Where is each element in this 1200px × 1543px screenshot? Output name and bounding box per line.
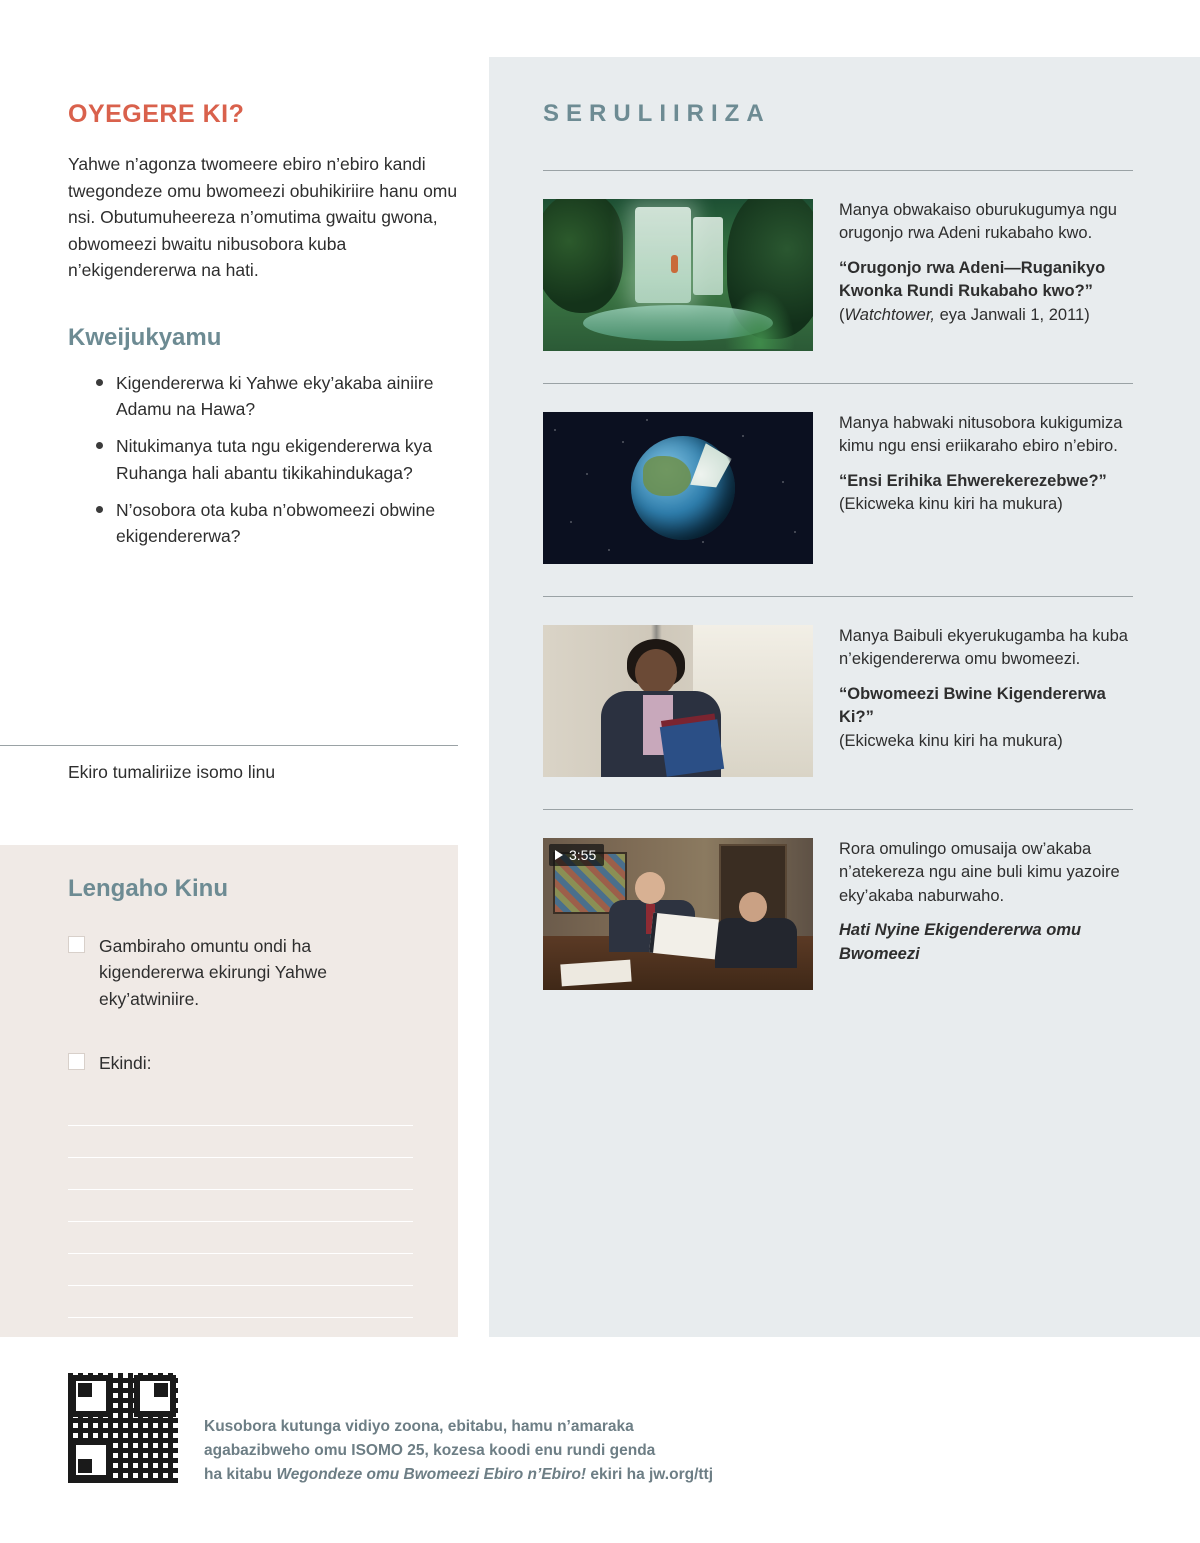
footer-line-1: Kusobora kutunga vidiyo zoona, ebitabu, hamu n’amaraka (204, 1418, 634, 1435)
open-book-shape (649, 913, 719, 960)
item-reference (839, 257, 1133, 327)
woman-with-books-thumbnail[interactable] (543, 625, 813, 777)
writing-line[interactable] (68, 1253, 413, 1254)
footer (68, 1373, 1128, 1487)
books-icon (660, 719, 724, 777)
review-section-title: Kweijukyamu (68, 323, 222, 351)
person-figure (671, 255, 678, 273)
panel-title: SERULIIRIZA (543, 100, 771, 127)
writing-line[interactable] (68, 1317, 413, 1318)
study-aid-text (839, 625, 1133, 777)
goal-item-label: Ekindi: (99, 1053, 152, 1073)
item-reference-post: eya Janwali 1, 2011) (934, 305, 1090, 324)
study-aid-text (839, 199, 1133, 351)
paradise-waterfall-thumbnail[interactable] (543, 199, 813, 351)
footer-line-2: agabazibweho omu ISOMO 25, kozesa koodi enu rundi genda (204, 1442, 656, 1460)
waterfall-shape (635, 207, 691, 303)
left-column (68, 100, 458, 560)
video-title: Hati Nyine Ekigendererwa omu Bwomeezi (839, 921, 1082, 963)
item-lead-text: Manya habwaki nitusobora kukigumiza kimu ngu ensi eriikaraho ebiro n’ebiro. (839, 414, 1123, 456)
footer-line-3-post: ekiri ha jw.org/ttj (586, 1466, 714, 1484)
page-title: OYEGERE KI? (68, 100, 245, 128)
checkbox-icon[interactable] (68, 936, 85, 953)
item-reference-title: “Orugonjo rwa Adeni—Ruganikyo Kwonka Rundi Rukabaho kwo?” (839, 258, 1106, 301)
item-reference-publication: Watchtower, (844, 305, 935, 324)
video-duration-badge[interactable] (549, 844, 604, 866)
goal-checkbox-row-2[interactable] (68, 1050, 418, 1076)
writing-line[interactable] (68, 1221, 413, 1222)
study-aid-item[interactable] (543, 384, 1133, 596)
waterfall-shape (693, 217, 723, 295)
writing-line[interactable] (68, 1125, 413, 1126)
writing-line[interactable] (68, 1189, 413, 1190)
item-lead-text: Rora omulingo omusaija ow’akaba n’atekereza ngu aine buli kimu yazoire eky’akaba naburwaho. (839, 840, 1120, 905)
goal-block (0, 845, 458, 1337)
item-reference-post: (Ekicweka kinu kiri ha mukura) (839, 731, 1063, 750)
item-reference-pre: ( (839, 305, 845, 324)
study-aids-column (543, 100, 1133, 1022)
footer-publication-title: Wegondeze omu Bwomeezi Ebiro n’Ebiro! (276, 1466, 587, 1484)
study-aid-item-video[interactable] (543, 810, 1133, 1022)
study-aid-text (839, 838, 1133, 990)
item-reference-title: “Obwomeezi Bwine Kigendererwa Ki?” (839, 684, 1106, 727)
footer-text (204, 1373, 713, 1487)
play-icon (555, 850, 563, 860)
item-reference (839, 683, 1133, 753)
item-lead-text: Manya obwakaiso oburukugumya ngu orugonjo rwa Adeni rukabaho kwo. (839, 201, 1117, 243)
footer-line-3-pre: ha kitabu (204, 1466, 277, 1484)
plant-shape (725, 289, 795, 349)
goal-item-label: Gambiraho omuntu ondi ha kigendererwa ekirungi Yahwe eky’atwiniire. (99, 936, 327, 1009)
study-aid-text (839, 412, 1133, 564)
face-shape (635, 649, 677, 695)
study-date-label: Ekiro tumaliriize isomo linu (68, 762, 276, 782)
item-reference (839, 470, 1133, 517)
left-divider (0, 745, 458, 746)
goal-checkbox-row-1[interactable] (68, 933, 418, 1012)
person-figure (635, 872, 665, 904)
study-aid-item[interactable] (543, 597, 1133, 809)
list-item: Nitukimanya tuta ngu ekigendererwa kya Ruhanga hali abantu tikikahindukaga? (96, 433, 458, 486)
writing-lines[interactable] (68, 1125, 413, 1349)
goal-title: Lengaho Kinu (68, 875, 228, 902)
review-question-list (68, 370, 458, 550)
item-reference-title: “Ensi Erihika Ehwerekerezebwe?” (839, 471, 1107, 490)
list-item: Kigendererwa ki Yahwe eky’akaba ainiire Adamu na Hawa? (96, 370, 458, 423)
writing-line[interactable] (68, 1157, 413, 1158)
person-figure (715, 918, 797, 968)
earth-in-space-thumbnail[interactable] (543, 412, 813, 564)
list-item: N’osobora ota kuba n’obwomeezi obwine ekigendererwa? (96, 497, 458, 550)
tree-icon (543, 199, 623, 313)
item-lead-text: Manya Baibuli ekyerukugamba ha kuba n’ekigendererwa omu bwomeezi. (839, 627, 1128, 669)
video-duration-label: 3:55 (569, 847, 597, 863)
study-aid-item[interactable] (543, 171, 1133, 383)
checkbox-icon[interactable] (68, 1053, 85, 1070)
footer-line-3 (204, 1463, 713, 1487)
person-figure (739, 892, 767, 922)
intro-paragraph: Yahwe n’agonza twomeere ebiro n’ebiro kandi twegondeze omu bwomeezi obuhikiriire hanu omu nsi. Obutumuheereza n’omutima gwaitu gwona, obwomeezi bwaitu nibusobora kuba n’ekigendererwa na hati. (68, 154, 458, 281)
writing-line[interactable] (68, 1285, 413, 1286)
qr-code[interactable] (68, 1373, 178, 1483)
video-two-men-thumbnail[interactable] (543, 838, 813, 990)
continent-shape (643, 456, 691, 496)
item-reference-post: (Ekicweka kinu kiri ha mukura) (839, 495, 1063, 514)
